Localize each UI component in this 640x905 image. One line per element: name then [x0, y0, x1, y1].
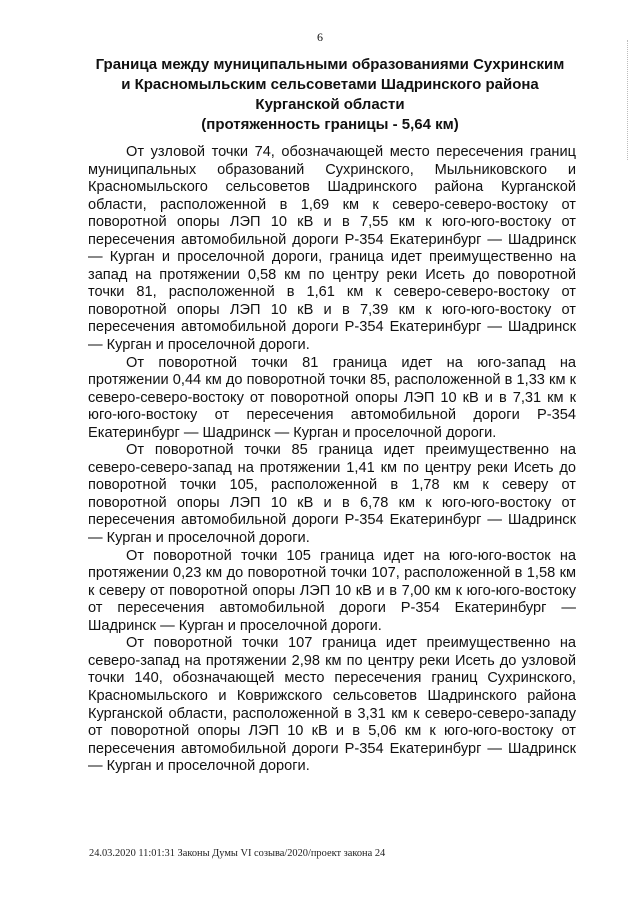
document-body [88, 144, 576, 776]
paragraph: От поворотной точки 85 граница идет преимущественно на северо-северо-запад на протяжении 1,41 км по центру реки Исеть до поворотной точки 105, расположенной в 1,78 км к северу от поворотной опоры ЛЭП 10 кВ и в 6,78 км к юго-юго-востоку от пересечения автомобильной дороги Р-354 Екатеринбург — Шадринск — Курган и проселочной дороги. [88, 442, 576, 547]
title-line: Курганской области [255, 96, 405, 113]
paragraph: От узловой точки 74, обозначающей место пересечения границ муниципальных образований Сухринского, Мыльниковского и Красномыльского сельсоветов Шадринского района Курганской области, расположенной в 1,69 км к северо-северо-востоку от поворотной опоры ЛЭП 10 кВ и в 7,55 км к юго-юго-востоку от пересечения автомобильной дороги Р-354 Екатеринбург — Шадринск — Курган и проселочной дороги, граница идет преимущественно на запад на протяжении 0,58 км по центру реки Исеть до поворотной точки 81, расположенной в 1,61 км к северо-северо-востоку от поворотной опоры ЛЭП 10 кВ и в 7,39 км к юго-юго-востоку от пересечения автомобильной дороги Р-354 Екатеринбург — Шадринск — Курган и проселочной дороги. [88, 144, 576, 354]
footer-path: 24.03.2020 11:01:31 Законы Думы VI созыва/2020/проект закона 24 [89, 848, 386, 859]
paragraph: От поворотной точки 105 граница идет на юго-юго-восток на протяжении 0,23 км до поворотной точки 107, расположенной в 1,58 км к северу от поворотной опоры ЛЭП 10 кВ и в 7,00 км к юго-юго-востоку от пересечения автомобильной дороги Р-354 Екатеринбург — Шадринск — Курган и проселочной дороги. [88, 547, 576, 634]
title-line: и Красномыльским сельсоветами Шадринского района [121, 76, 539, 93]
paragraph: От поворотной точки 81 граница идет на юго-запад на протяжении 0,44 км до поворотной точки 85, расположенной в 1,33 км к северо-северо-востоку от поворотной опоры ЛЭП 10 кВ и в 7,31 км к юго-юго-востоку от пересечения автомобильной дороги Р-354 Екатеринбург — Шадринск — Курган и проселочной дороги. [88, 354, 576, 441]
paragraph: От поворотной точки 107 граница идет преимущественно на северо-запад на протяжении 2,98 км по центру реки Исеть до узловой точки 140, обозначающей место пересечения границ Сухринского, Красномыльского и Коврижского сельсоветов Шадринского района Курганской области, расположенной в 3,31 км к северо-северо-западу от поворотной опоры ЛЭП 10 кВ и в 5,06 км к юго-юго-востоку от пересечения автомобильной дороги Р-354 Екатеринбург — Шадринск — Курган и проселочной дороги. [88, 635, 576, 775]
margin-mark [627, 40, 630, 160]
title-line: (протяженность границы - 5,64 км) [201, 116, 459, 133]
page-number: 6 [317, 30, 323, 44]
document-title [80, 55, 580, 135]
title-line: Граница между муниципальными образованиями Сухринским [95, 56, 565, 73]
